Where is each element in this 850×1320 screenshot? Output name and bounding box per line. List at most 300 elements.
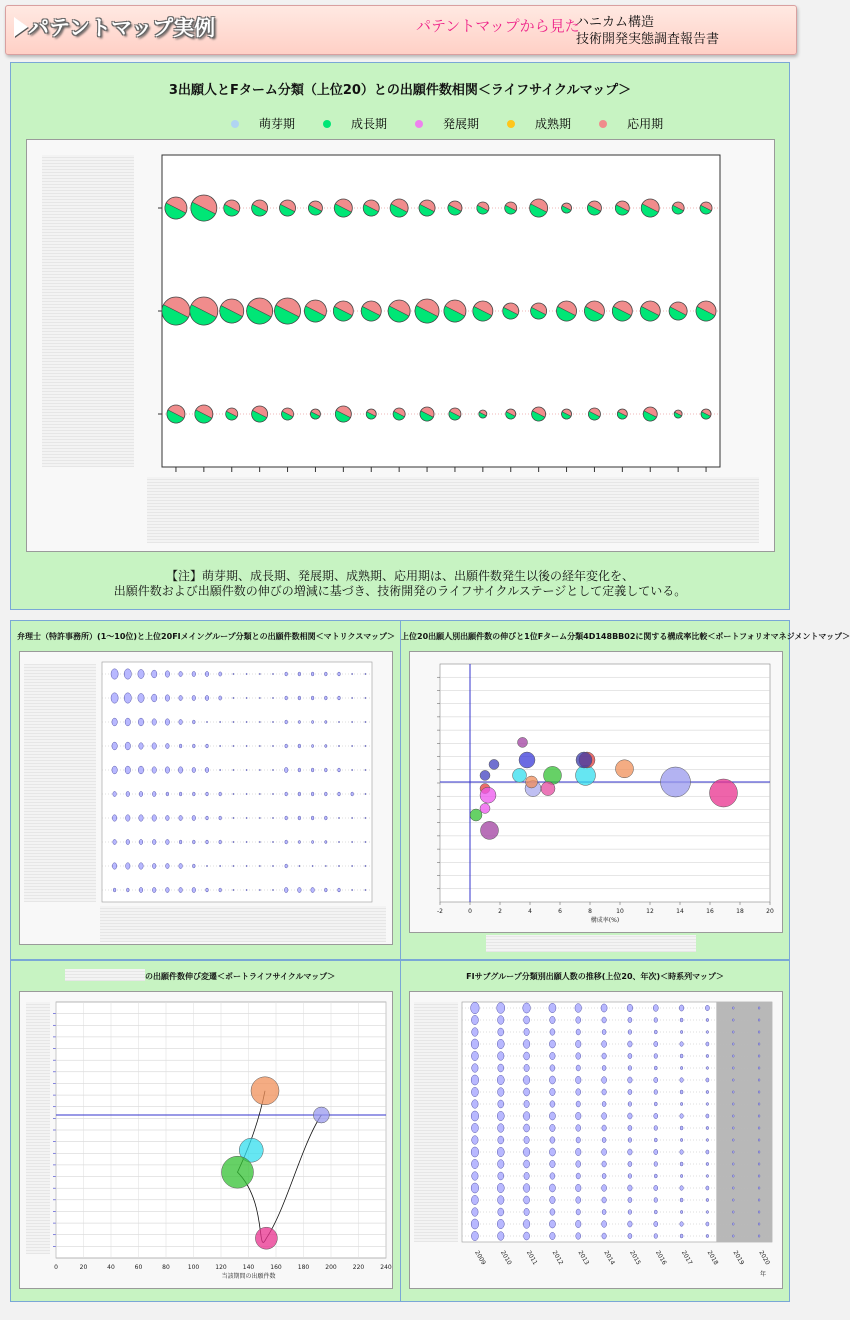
lifecycle-x-tick-label: 120 — [215, 1264, 227, 1271]
timeseries-map-panel — [400, 960, 790, 1302]
matrix-bubble — [205, 695, 209, 700]
matrix-bubble — [206, 888, 209, 892]
matrix-bubble — [111, 669, 118, 679]
timeseries-bubble — [471, 1039, 479, 1049]
matrix-bubble — [298, 816, 301, 820]
matrix-map-title: 弁理士（特許事務所）(1～10位)と上位20FIメイングループ分類との出願件数相関＜マトリクスマップ＞ — [17, 632, 395, 641]
timeseries-year-label: 2020 — [757, 1249, 772, 1267]
timeseries-bubble — [680, 1102, 682, 1105]
matrix-bubble — [124, 669, 131, 679]
timeseries-bubble — [628, 1138, 631, 1143]
timeseries-bubble — [654, 1077, 658, 1082]
timeseries-bubble — [523, 1003, 531, 1013]
matrix-bubble — [352, 673, 353, 675]
portfolio-x-tick-label: 12 — [646, 908, 654, 915]
matrix-bubble — [338, 745, 339, 747]
matrix-bubble — [272, 745, 273, 747]
timeseries-year-label: 2017 — [679, 1249, 694, 1267]
timeseries-bubble — [524, 1052, 530, 1060]
redacted-column-labels — [147, 477, 759, 543]
matrix-bubble — [272, 865, 273, 867]
timeseries-bubble — [549, 1003, 556, 1013]
redacted-matrix-columns — [100, 906, 386, 942]
portfolio-bubble — [541, 782, 555, 796]
matrix-bubble — [365, 793, 366, 795]
matrix-bubble — [246, 817, 247, 819]
timeseries-bubble — [472, 1028, 478, 1037]
lifecycle-bubble — [251, 1077, 279, 1105]
matrix-bubble — [113, 791, 117, 796]
matrix-bubble — [298, 887, 302, 892]
lifecycle-bubble — [222, 1156, 254, 1188]
timeseries-bubble — [498, 1100, 504, 1108]
timeseries-year-label: 2016 — [654, 1249, 668, 1267]
timeseries-bubble — [732, 1187, 734, 1189]
matrix-bubble — [324, 672, 327, 676]
matrix-bubble — [152, 839, 156, 844]
matrix-bubble — [246, 673, 247, 675]
portfolio-bubble — [518, 737, 528, 747]
timeseries-bubble — [602, 1125, 607, 1131]
timeseries-bubble — [706, 1222, 709, 1226]
timeseries-bubble — [627, 1004, 633, 1011]
timeseries-bubble — [497, 1052, 504, 1061]
matrix-bubble — [246, 745, 247, 747]
report-link[interactable]: パテントマップから見た — [416, 17, 580, 35]
timeseries-bubble — [654, 1102, 657, 1106]
lifecycle-bubble — [313, 1107, 329, 1123]
timeseries-bubble — [706, 1126, 708, 1129]
timeseries-bubble — [550, 1209, 555, 1216]
matrix-bubble — [259, 769, 260, 771]
timeseries-bubble — [550, 1065, 555, 1072]
timeseries-bubble — [471, 1195, 478, 1204]
timeseries-year-label: 2019 — [731, 1249, 746, 1267]
timeseries-bubble — [550, 1029, 555, 1036]
port-lifecycle-title: の出願件数伸び変遷＜ポートライフサイクルマップ＞ — [145, 972, 336, 981]
matrix-bubble — [112, 766, 117, 774]
matrix-bubble — [219, 792, 222, 796]
matrix-bubble — [179, 887, 183, 892]
matrix-bubble — [206, 744, 209, 748]
timeseries-bubble — [680, 1090, 683, 1094]
portfolio-bubble — [576, 752, 592, 768]
matrix-bubble — [166, 743, 170, 748]
timeseries-bubble — [706, 1150, 709, 1154]
portfolio-x-tick-label: 20 — [766, 908, 774, 915]
matrix-bubble — [352, 817, 353, 819]
matrix-bubble — [178, 767, 183, 774]
portfolio-x-tick-label: 2 — [498, 908, 502, 915]
portfolio-bubble — [470, 809, 482, 821]
matrix-bubble — [338, 672, 341, 676]
timeseries-bubble — [706, 1018, 708, 1021]
portfolio-x-tick-label: 6 — [558, 908, 562, 915]
matrix-bubble — [206, 721, 207, 723]
lifecycle-x-tick-label: 60 — [134, 1264, 143, 1271]
matrix-bubble — [338, 721, 339, 723]
timeseries-bubble — [524, 1028, 529, 1035]
timeseries-bubble — [602, 1077, 607, 1084]
timeseries-year-label: 2010 — [499, 1249, 513, 1267]
timeseries-year-label: 2015 — [628, 1249, 642, 1267]
timeseries-bubble — [654, 1066, 657, 1070]
portfolio-bubble — [480, 787, 496, 803]
timeseries-bubble — [654, 1198, 657, 1203]
matrix-bubble — [233, 745, 234, 747]
matrix-bubble — [205, 767, 209, 772]
timeseries-bubble — [654, 1113, 658, 1118]
matrix-bubble — [166, 887, 170, 892]
timeseries-bubble — [472, 1172, 478, 1181]
timeseries-bubble — [706, 1198, 708, 1201]
timeseries-bubble — [706, 1234, 708, 1237]
timeseries-bubble — [549, 1184, 555, 1192]
matrix-bubble — [138, 766, 143, 774]
timeseries-bubble — [471, 1015, 478, 1024]
timeseries-bubble — [628, 1161, 632, 1166]
timeseries-bubble — [758, 1091, 760, 1093]
timeseries-bubble — [628, 1185, 633, 1191]
matrix-bubble — [138, 718, 143, 726]
timeseries-bubble — [654, 1041, 658, 1046]
redacted-lifecycle-title-prefix — [65, 969, 145, 981]
matrix-bubble — [298, 792, 301, 796]
timeseries-bubble — [497, 1075, 504, 1084]
matrix-bubble — [324, 768, 327, 772]
timeseries-bubble — [758, 1139, 760, 1141]
timeseries-bubble — [654, 1210, 657, 1214]
report-label: 技術開発実態調査報告書 — [576, 32, 720, 47]
timeseries-bubble — [628, 1053, 632, 1058]
timeseries-bubble — [602, 1113, 607, 1120]
timeseries-bubble — [654, 1030, 657, 1034]
timeseries-bubble — [497, 1088, 504, 1097]
portfolio-x-tick-label: 18 — [736, 908, 744, 915]
portfolio-x-tick-label: -2 — [437, 908, 443, 915]
matrix-bubble — [219, 672, 222, 676]
matrix-bubble — [365, 817, 366, 819]
timeseries-bubble — [706, 1211, 708, 1214]
timeseries-bubble — [523, 1076, 530, 1085]
page-header — [5, 5, 797, 55]
matrix-bubble — [126, 888, 129, 892]
timeseries-bubble — [628, 1174, 631, 1179]
matrix-bubble — [152, 743, 157, 750]
matrix-bubble — [111, 693, 118, 703]
matrix-bubble — [298, 744, 301, 748]
timeseries-bubble — [471, 1111, 479, 1121]
portfolio-x-axis-label: 構成率(%) — [590, 917, 620, 924]
timeseries-bubble — [576, 1173, 580, 1179]
timeseries-bubble — [576, 1125, 581, 1132]
matrix-bubble — [311, 792, 314, 796]
timeseries-bubble — [497, 1219, 504, 1228]
timeseries-bubble — [549, 1040, 555, 1048]
timeseries-bubble — [628, 1197, 632, 1202]
timeseries-bubble — [653, 1005, 658, 1012]
timeseries-bubble — [732, 1163, 734, 1165]
lifecycle-x-axis-label: 当該期間の出願件数 — [221, 1273, 276, 1280]
timeseries-bubble — [758, 1019, 760, 1021]
timeseries-bubble — [575, 1184, 581, 1191]
legend-application: 応用期 — [599, 115, 663, 132]
timeseries-bubble — [602, 1101, 606, 1106]
matrix-bubble — [166, 815, 170, 820]
matrix-bubble — [311, 696, 314, 700]
matrix-bubble — [325, 744, 327, 747]
timeseries-bubble — [575, 1220, 581, 1227]
timeseries-bubble — [523, 1184, 530, 1193]
timeseries-bubble — [654, 1221, 658, 1226]
timeseries-bubble — [602, 1209, 606, 1214]
matrix-bubble — [324, 696, 327, 700]
timeseries-bubble — [472, 1208, 478, 1217]
timeseries-bubble — [680, 1162, 683, 1166]
timeseries-bubble — [680, 1054, 683, 1058]
timeseries-bubble — [471, 1219, 479, 1229]
timeseries-bubble — [602, 1149, 607, 1156]
portfolio-x-tick-label: 14 — [676, 908, 684, 915]
timeseries-bubble — [602, 1017, 607, 1023]
matrix-bubble — [179, 719, 183, 724]
timeseries-bubble — [680, 1234, 683, 1238]
matrix-bubble — [259, 841, 260, 843]
timeseries-bubble — [497, 1124, 504, 1133]
matrix-bubble — [298, 840, 300, 843]
matrix-bubble — [206, 816, 209, 820]
portfolio-x-tick-label: 16 — [706, 908, 714, 915]
matrix-bubble — [324, 816, 327, 820]
matrix-bubble — [298, 672, 301, 676]
timeseries-bubble — [758, 1199, 760, 1201]
matrix-bubble — [324, 792, 327, 796]
timeseries-bubble — [628, 1233, 632, 1238]
matrix-bubble — [351, 792, 354, 796]
lifecycle-bubble — [255, 1227, 277, 1249]
portfolio-bubble — [513, 768, 527, 782]
matrix-bubble — [126, 791, 130, 796]
timeseries-bubble — [680, 1018, 683, 1022]
timeseries-bubble — [575, 1148, 581, 1155]
lifecycle-x-tick-label: 100 — [187, 1264, 200, 1271]
matrix-bubble — [272, 841, 273, 843]
timeseries-bubble — [576, 1137, 580, 1143]
timeseries-bubble — [758, 1031, 760, 1033]
matrix-bubble — [139, 863, 144, 870]
timeseries-bubble — [575, 1040, 581, 1047]
matrix-bubble — [246, 769, 247, 771]
timeseries-bubble — [576, 1197, 581, 1204]
timeseries-bubble — [497, 1147, 504, 1156]
matrix-bubble — [179, 840, 182, 844]
timeseries-bubble — [602, 1197, 607, 1203]
timeseries-bubble — [472, 1064, 478, 1073]
timeseries-bubble — [497, 1016, 504, 1025]
matrix-bubble — [179, 792, 182, 796]
lifecycle-x-tick-label: 80 — [162, 1264, 170, 1271]
matrix-bubble — [352, 697, 353, 699]
matrix-bubble — [299, 865, 300, 867]
timeseries-bubble — [550, 1016, 556, 1023]
timeseries-bubble — [680, 1066, 682, 1069]
matrix-bubble — [298, 768, 301, 772]
timeseries-bubble — [602, 1041, 607, 1048]
timeseries-year-label: 2009 — [473, 1249, 487, 1267]
timeseries-bubble — [732, 1223, 734, 1225]
timeseries-bubble — [497, 1160, 504, 1169]
lifecycle-x-tick-label: 40 — [107, 1264, 115, 1271]
matrix-bubble — [285, 744, 288, 748]
matrix-bubble — [233, 817, 234, 819]
matrix-bubble — [365, 841, 366, 843]
matrix-bubble — [365, 889, 366, 891]
timeseries-map-title: FIサブグループ分類別出願人数の推移(上位20、年次)＜時系列マップ＞ — [466, 972, 724, 981]
timeseries-bubble — [471, 1075, 479, 1085]
timeseries-bubble — [549, 1076, 555, 1084]
matrix-bubble — [139, 887, 143, 892]
portfolio-bubble — [481, 821, 499, 839]
timeseries-bubble — [654, 1126, 657, 1131]
timeseries-bubble — [472, 1136, 478, 1145]
portfolio-x-tick-label: 8 — [588, 908, 592, 915]
timeseries-bubble — [706, 1031, 708, 1034]
matrix-bubble — [139, 839, 143, 844]
lifecycle-x-tick-label: 240 — [380, 1264, 392, 1271]
matrix-bubble — [272, 673, 273, 675]
timeseries-bubble — [602, 1065, 606, 1070]
matrix-bubble — [272, 817, 273, 819]
portfolio-x-tick-label: 0 — [468, 908, 472, 915]
page-title: パテントマップ実例 — [28, 16, 216, 40]
development-dot-icon — [415, 120, 423, 128]
matrix-bubble — [125, 766, 130, 774]
company-label: ハニカム構造 — [576, 15, 655, 30]
matrix-bubble — [338, 817, 339, 819]
matrix-bubble — [246, 721, 247, 723]
timeseries-bubble — [471, 1231, 478, 1240]
timeseries-bubble — [758, 1211, 760, 1213]
timeseries-bubble — [497, 1003, 505, 1014]
timeseries-bubble — [471, 1147, 479, 1157]
timeseries-bubble — [524, 1124, 530, 1132]
lifecycle-x-tick-label: 160 — [270, 1264, 282, 1271]
matrix-bubble — [352, 865, 353, 867]
matrix-bubble — [220, 769, 221, 771]
matrix-bubble — [126, 863, 131, 870]
matrix-bubble — [165, 719, 170, 726]
legend-development: 発展期 — [415, 115, 479, 132]
lifecycle-chart-frame — [26, 139, 775, 552]
timeseries-bubble — [732, 1127, 734, 1129]
timeseries-bubble — [758, 1187, 760, 1189]
matrix-bubble — [338, 841, 339, 843]
matrix-bubble — [233, 697, 234, 699]
timeseries-bubble — [706, 1114, 709, 1118]
matrix-bubble — [352, 745, 353, 747]
matrix-bubble — [219, 816, 222, 820]
timeseries-bubble — [602, 1137, 606, 1142]
timeseries-bubble — [706, 1139, 708, 1142]
timeseries-bubble — [758, 1067, 760, 1069]
timeseries-year-label: 2011 — [524, 1249, 539, 1267]
timeseries-bubble — [471, 1051, 478, 1060]
timeseries-bubble — [628, 1102, 631, 1107]
timeseries-bubble — [497, 1196, 504, 1205]
timeseries-bubble — [732, 1031, 734, 1033]
matrix-map-panel — [10, 620, 402, 960]
matrix-bubble — [192, 864, 195, 868]
timeseries-bubble — [758, 1235, 760, 1237]
timeseries-bubble — [576, 1029, 580, 1035]
portfolio-bubble — [480, 770, 490, 780]
timeseries-bubble — [576, 1017, 581, 1024]
timeseries-bubble — [758, 1151, 760, 1153]
portfolio-bubble — [489, 759, 499, 769]
matrix-bubble — [124, 693, 131, 703]
timeseries-bubble — [576, 1209, 580, 1215]
matrix-bubble — [165, 767, 170, 774]
matrix-bubble — [152, 815, 157, 822]
matrix-bubble — [338, 696, 341, 700]
timeseries-bubble — [732, 1043, 734, 1045]
timeseries-bubble — [628, 1221, 633, 1227]
matrix-bubble — [285, 696, 288, 700]
timeseries-bubble — [524, 1208, 529, 1215]
portfolio-bubble — [526, 776, 538, 788]
lifecycle-x-tick-label: 20 — [79, 1264, 88, 1271]
timeseries-bubble — [679, 1005, 684, 1011]
timeseries-bubble — [628, 1089, 632, 1094]
timeseries-bubble — [732, 1139, 734, 1141]
lifecycle-x-tick-label: 140 — [242, 1264, 255, 1271]
matrix-bubble — [233, 721, 234, 723]
timeseries-bubble — [602, 1029, 606, 1034]
timeseries-bubble — [471, 1087, 478, 1096]
timeseries-bubble — [602, 1221, 607, 1228]
legend-growth: 成長期 — [323, 115, 387, 132]
timeseries-year-label: 2013 — [576, 1249, 591, 1267]
matrix-bubble — [352, 721, 353, 723]
timeseries-bubble — [471, 1002, 480, 1014]
matrix-bubble — [179, 671, 183, 676]
matrix-bubble — [112, 863, 117, 870]
matrix-bubble — [220, 865, 221, 867]
timeseries-bubble — [706, 1067, 708, 1070]
timeseries-bubble — [550, 1196, 556, 1203]
matrix-bubble — [233, 841, 234, 843]
matrix-bubble — [272, 793, 273, 795]
matrix-bubble — [166, 863, 170, 868]
timeseries-bubble — [497, 1232, 504, 1241]
timeseries-chart-frame — [409, 991, 783, 1289]
timeseries-bubble — [575, 1076, 581, 1083]
matrix-bubble — [284, 767, 288, 772]
timeseries-bubble — [549, 1112, 555, 1120]
budding-dot-icon — [231, 120, 239, 128]
timeseries-year-label: 2012 — [550, 1249, 565, 1267]
matrix-bubble — [233, 769, 234, 771]
matrix-bubble — [259, 721, 260, 723]
matrix-bubble — [192, 792, 195, 796]
timeseries-bubble — [758, 1175, 760, 1177]
portfolio-bubble — [616, 760, 634, 778]
matrix-bubble — [325, 865, 326, 867]
timeseries-bubble — [550, 1101, 555, 1108]
matrix-bubble — [365, 769, 366, 771]
matrix-bubble — [338, 792, 341, 796]
timeseries-bubble — [576, 1065, 580, 1071]
